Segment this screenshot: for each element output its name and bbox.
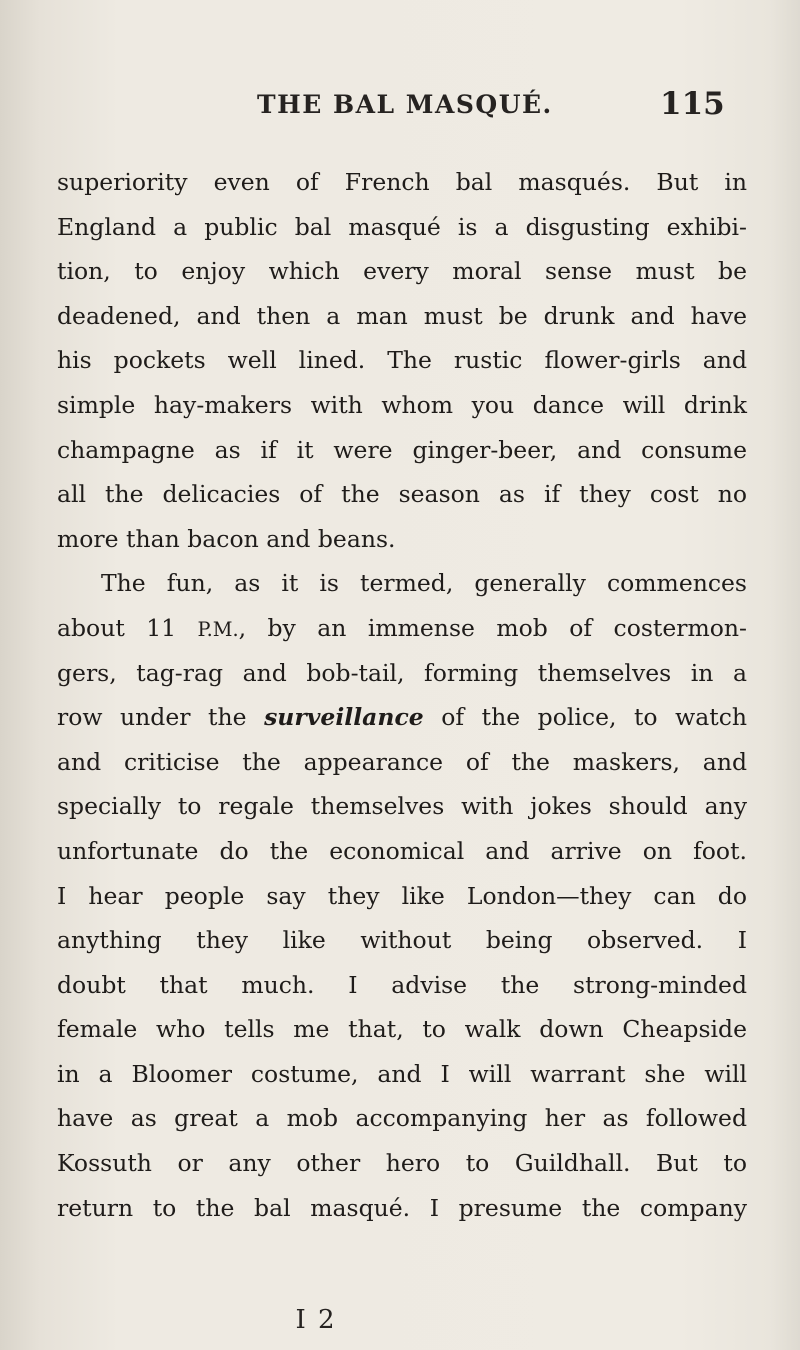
text-line: more than bacon and beans.	[57, 524, 396, 553]
text-line: and criticise the appearance of the maskers, and	[57, 747, 747, 776]
text-line: The fun, as it is termed, generally commences	[101, 569, 747, 598]
text-line: in a Bloomer costume, and I will warrant she will	[57, 1059, 747, 1088]
text-fragment: , by an immense mob of costermon-	[238, 613, 747, 642]
text-line: his pockets well lined. The rustic flower-girls and	[57, 346, 747, 375]
signature-text: I 2	[295, 1305, 337, 1335]
text-line: Kossuth or any other hero to Guildhall. But to	[57, 1149, 747, 1178]
text-line: superiority even of French bal masqués. But in	[57, 168, 747, 196]
text-line: gers, tag-rag and bob-tail, forming themselves in a	[57, 658, 747, 687]
page-number: 115	[660, 86, 725, 122]
text-line: doubt that much. I advise the strong-minded	[57, 970, 747, 999]
text-line: all the delicacies of the season as if they cost no	[57, 480, 747, 509]
text-line: anything they like without being observed. I	[57, 926, 747, 955]
text-line: tion, to enjoy which every moral sense must be	[57, 257, 747, 286]
text-line: champagne as if it were ginger-beer, and consume	[57, 435, 747, 464]
text-line: specially to regale themselves with jokes should any	[57, 792, 747, 821]
text-fragment: of the police, to watch	[423, 703, 747, 732]
text-line	[57, 606, 747, 651]
time-abbreviation: P.M.	[197, 617, 239, 641]
running-title: THE BAL MASQUÉ.	[257, 90, 553, 119]
text-line: return to the bal masqué. I presume the company	[57, 1193, 747, 1222]
text-fragment: about 11	[57, 613, 198, 642]
body-text	[57, 160, 747, 1230]
text-line: England a public bal masqué is a disgusting exhibi-	[57, 212, 747, 241]
text-fragment: row under the	[57, 703, 265, 732]
text-line: unfortunate do the economical and arrive on foot.	[57, 836, 747, 865]
text-line: simple hay-makers with whom you dance will drink	[57, 390, 747, 419]
text-line: deadened, and then a man must be drunk and have	[57, 301, 747, 330]
text-line: I hear people say they like London—they can do	[57, 881, 747, 910]
text-line: female who tells me that, to walk down Cheapside	[57, 1015, 747, 1044]
running-head	[0, 86, 800, 126]
italic-word: surveillance	[264, 703, 424, 732]
text-line	[57, 695, 747, 740]
text-line: have as great a mob accompanying her as followed	[57, 1104, 747, 1133]
signature-mark	[0, 1305, 800, 1335]
